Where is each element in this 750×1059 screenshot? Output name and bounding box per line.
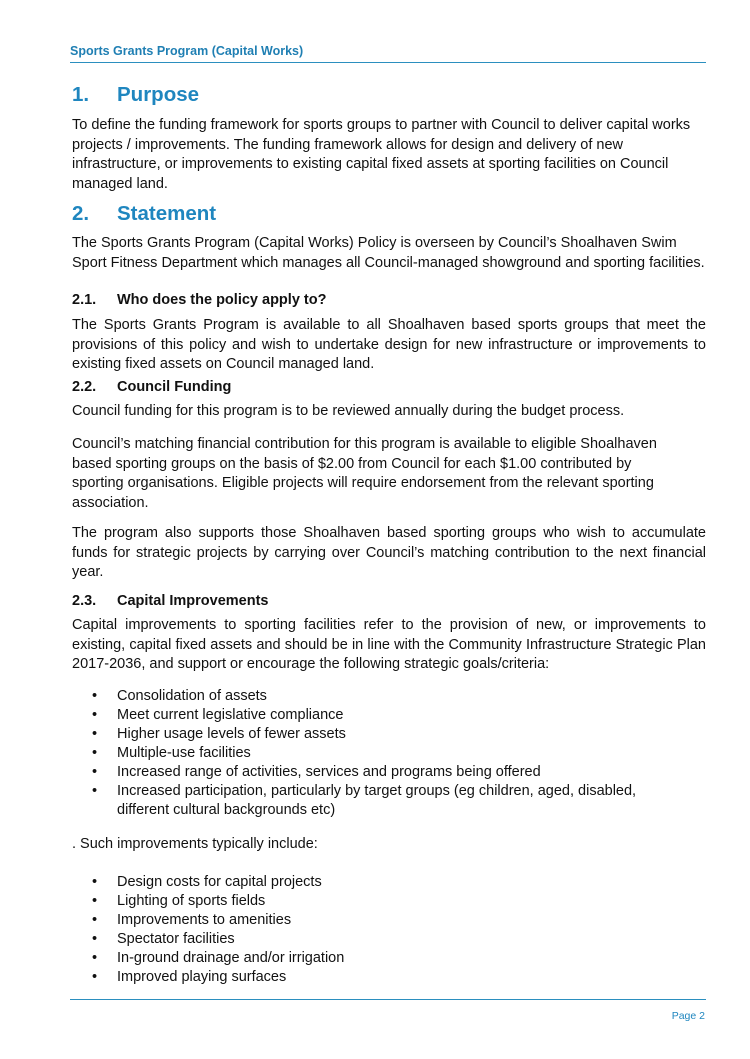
- section-2-1-title: Who does the policy apply to?: [117, 292, 327, 308]
- bullet-icon: •: [92, 912, 98, 928]
- bullet-icon: •: [92, 874, 98, 890]
- section-1-number: 1.: [72, 83, 90, 106]
- bullet-icon: •: [92, 950, 98, 966]
- section-2-2-number: 2.2.: [72, 379, 97, 395]
- running-header: [70, 42, 706, 63]
- list-item: • Consolidation of assets: [92, 688, 267, 704]
- list-item: • Improved playing surfaces: [92, 969, 287, 985]
- bullet-icon: •: [92, 931, 98, 947]
- list-item: • Improvements to amenities: [92, 912, 292, 928]
- section-1-heading: [72, 83, 199, 107]
- section-2-title: Statement: [117, 202, 217, 225]
- section-1-body: To define the funding framework for sports groups to partner with Council to deliver capital works projects / improvements. The funding framework allows for design and delivery of new infrastructure, or improvements to existing capital fixed assets at sporting facilities on Council managed land.: [72, 117, 691, 192]
- section-2-1-number: 2.1.: [72, 292, 97, 308]
- section-1-title: Purpose: [117, 83, 200, 106]
- footer-divider: [70, 999, 706, 1000]
- section-2-2-para-2: Council’s matching financial contribution for this program is available to eligible Shoalhaven based sporting groups on the basis of $2.00 from Council for each $1.00 contributed by sporting organisations. Eligible projects will require endorsement from the relevant sporting association.: [72, 436, 657, 511]
- list-item: • Multiple-use facilities: [92, 745, 251, 761]
- section-2-3-number: 2.3.: [72, 593, 97, 609]
- strategic-goals-list: [72, 687, 672, 820]
- bullet-icon: •: [92, 707, 98, 723]
- list-item: • Increased range of activities, services and programs being offered: [92, 764, 541, 780]
- list-item: • Spectator facilities: [92, 931, 235, 947]
- list-item: • Lighting of sports fields: [92, 893, 266, 909]
- bullet-icon: •: [92, 893, 98, 909]
- bullet-icon: •: [92, 764, 98, 780]
- bullet-icon: •: [92, 688, 98, 704]
- section-2-2-title: Council Funding: [117, 379, 232, 395]
- section-2-2-para-1: Council funding for this program is to be reviewed annually during the budget process.: [72, 403, 625, 419]
- section-2-2-heading: [72, 379, 231, 395]
- section-2-1-heading: [72, 292, 326, 308]
- page-number: Page 2: [671, 1010, 705, 1022]
- list-item: • Design costs for capital projects: [92, 874, 322, 890]
- section-2-heading: [72, 202, 216, 226]
- bullet-icon: •: [92, 745, 98, 761]
- list-item: • Increased participation, particularly by target groups (eg children, aged, disabled, different cultural backgrounds etc): [92, 783, 637, 818]
- list-item: • Meet current legislative compliance: [92, 707, 344, 723]
- section-2-3-heading: [72, 593, 269, 609]
- header-title: Sports Grants Program (Capital Works): [70, 44, 304, 58]
- bullet-icon: •: [92, 726, 98, 742]
- bullet-icon: •: [92, 783, 98, 799]
- section-2-3-title: Capital Improvements: [117, 593, 269, 609]
- improvements-intro: . Such improvements typically include:: [72, 836, 318, 852]
- section-2-body: The Sports Grants Program (Capital Works) Policy is overseen by Council’s Shoalhaven Swim Sport Fitness Department which manages all Council-managed showground and sporting facilities.: [72, 235, 705, 271]
- section-2-3-body: Capital improvements to sporting facilities refer to the provision of new, or improvements to existing, capital fixed assets and should be in line with the Community Infrastructure Strategic Plan 2017-2036, and support or encourage the following strategic goals/criteria:: [72, 617, 706, 672]
- list-item: • Higher usage levels of fewer assets: [92, 726, 346, 742]
- bullet-icon: •: [92, 969, 98, 985]
- section-2-number: 2.: [72, 202, 90, 225]
- section-2-1-body: The Sports Grants Program is available to all Shoalhaven based sports groups that meet the provisions of this policy and wish to undertake design for new infrastructure or improvements to existing fixed assets on Council managed land.: [72, 317, 706, 372]
- improvement-examples-list: [72, 873, 702, 987]
- list-item: • In-ground drainage and/or irrigation: [92, 950, 345, 966]
- section-2-2-para-3: The program also supports those Shoalhaven based sporting groups who wish to accumulate funds for strategic projects by carrying over Council’s matching contribution to the next financial year.: [72, 525, 706, 580]
